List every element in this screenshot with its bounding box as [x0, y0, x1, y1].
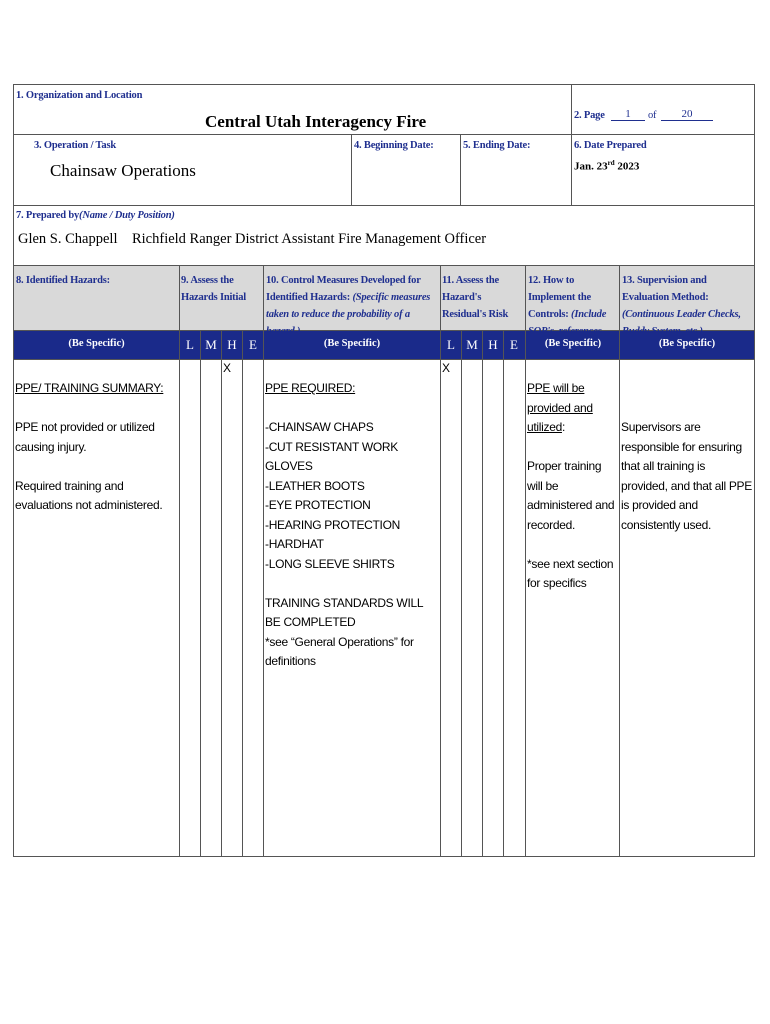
controls-cell — [265, 379, 437, 672]
org-label: 1. Organization and Location — [16, 90, 143, 101]
bar-L-residual: L — [447, 337, 455, 352]
bar-be-specific-8: (Be Specific) — [68, 338, 125, 349]
bar-L-initial: L — [186, 337, 194, 352]
col-control-measures: 10. Control Measures Developed for Identified Hazards: (Specific measures taken to reduce the probability of a — [266, 275, 431, 320]
date-prepared-value: Jan. 23rd 2023 — [574, 159, 640, 173]
control-item: -EYE PROTECTION — [265, 498, 371, 512]
controls-title: PPE REQUIRED: — [265, 381, 356, 395]
bar-be-specific-13: (Be Specific) — [658, 338, 716, 349]
implement-title: PPE will be provided and utilized: — [527, 381, 593, 434]
hazard-1: PPE not provided or utilized causing injury. — [15, 420, 155, 454]
col-how-to-implement: 12. How to Implement the Controls: (Include — [528, 275, 607, 320]
training-title: TRAINING STANDARDS WILL BE COMPLETED — [265, 595, 423, 629]
col-supervision: 13. Supervision and Evaluation Method: (Continuous Leader Checks, — [622, 275, 741, 320]
prepared-by-label: 7. Prepared by(Name / Duty Position) — [16, 210, 175, 221]
org-value: Central Utah Interagency Fire — [205, 112, 427, 131]
supervision-cell: Supervisors are responsible for ensuring that all training is provided, and that all PPE is provided and consistently used. — [621, 420, 752, 532]
control-item: -LONG SLEEVE SHIRTS — [265, 556, 395, 571]
bar-M-residual: M — [466, 337, 478, 352]
prepared-by-value: Glen S. Chappell Richfield Ranger District Assistant Fire Management Officer — [18, 231, 487, 247]
bar-be-specific-12: (Be Specific) — [544, 338, 602, 349]
bar-H-residual: H — [488, 337, 498, 352]
date-prepared-label: 6. Date Prepared — [574, 140, 647, 151]
control-item: -CHAINSAW CHAPS — [265, 420, 374, 434]
page-label: 2. Page — [574, 110, 605, 121]
hazards-cell — [15, 379, 178, 516]
operation-value: Chainsaw Operations — [50, 161, 196, 180]
control-item: -HARDHAT — [265, 537, 324, 551]
control-item: -CUT RESISTANT WORK GLOVES — [265, 439, 398, 473]
page-total: 20 — [661, 108, 713, 121]
implement-see-next: *see next section for specifics — [527, 556, 614, 590]
col-assess-residual: 11. Assess the Hazard's Residual's Risk — [442, 275, 509, 320]
hazard-2: Required training and evaluations not administered. — [15, 478, 163, 512]
control-item: -HEARING PROTECTION — [265, 517, 400, 532]
bar-H-initial: H — [227, 337, 237, 352]
implement-training: Proper training will be administered and recorded. — [527, 459, 615, 532]
initial-risk-mark: X — [223, 361, 231, 375]
bar-E-initial: E — [249, 337, 257, 352]
control-item: -LEATHER BOOTS — [265, 478, 365, 493]
hazards-title: PPE/ TRAINING SUMMARY: — [15, 381, 164, 395]
training-note: *see “General Operations” for definitions — [265, 634, 414, 668]
bar-be-specific-10: (Be Specific) — [323, 338, 381, 349]
page-of: of — [648, 110, 657, 121]
ending-date-label: 5. Ending Date: — [463, 140, 531, 151]
col-assess-initial: 9. Assess the Hazards Initial — [181, 275, 246, 303]
col-identified-hazards: 8. Identified Hazards: — [16, 275, 110, 286]
bar-M-initial: M — [205, 337, 217, 352]
residual-risk-mark: X — [442, 361, 450, 375]
implement-cell — [527, 379, 619, 594]
bar-E-residual: E — [510, 337, 518, 352]
operation-label: 3. Operation / Task — [34, 140, 116, 151]
page-number: 1 — [611, 108, 645, 121]
beginning-date-label: 4. Beginning Date: — [354, 140, 434, 151]
